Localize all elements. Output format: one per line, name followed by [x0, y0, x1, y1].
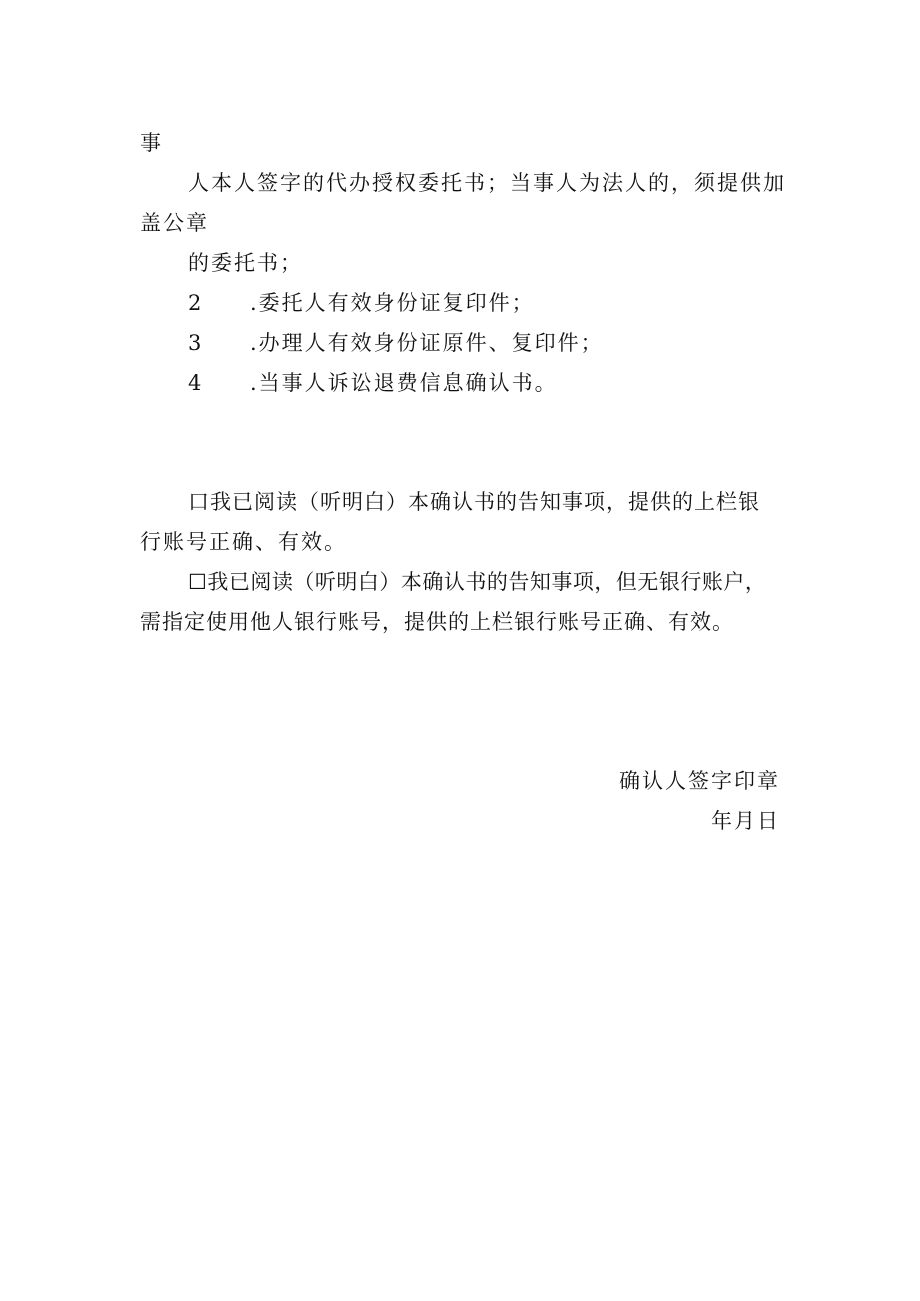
signature-date: 年月日 — [711, 809, 780, 833]
list-item-number: 3 — [188, 331, 204, 355]
text-line-2: 人本人签字的代办授权委托书；当事人为法人的，须提供加 — [188, 171, 786, 195]
text-line-4: 的委托书； — [188, 251, 303, 275]
option-2-line-1[interactable]: ☐我已阅读（听明白）本确认书的告知事项，但无银行账户， — [188, 570, 767, 594]
list-item — [188, 288, 535, 318]
option-1-line-1[interactable]: 口我已阅读（听明白）本确认书的告知事项，提供的上栏银 — [188, 490, 760, 514]
list-item — [188, 368, 558, 398]
list-item-text: .办理人有效身份证原件、复印件； — [250, 331, 604, 355]
text-line-3: 盖公章 — [140, 211, 209, 235]
option-1-line-2: 行账号正确、有效。 — [140, 530, 347, 554]
list-item-number: 4 — [188, 371, 204, 395]
list-item-text: .当事人诉讼退费信息确认书。 — [250, 371, 558, 395]
signature-label: 确认人签字印章 — [619, 769, 780, 793]
text-line-1: 事 — [140, 131, 163, 155]
option-2-line-2: 需指定使用他人银行账号，提供的上栏银行账号正确、有效。 — [140, 610, 734, 634]
list-item — [188, 328, 604, 358]
list-item-text: .委托人有效身份证复印件； — [250, 291, 535, 315]
list-item-number: 2 — [188, 291, 204, 315]
